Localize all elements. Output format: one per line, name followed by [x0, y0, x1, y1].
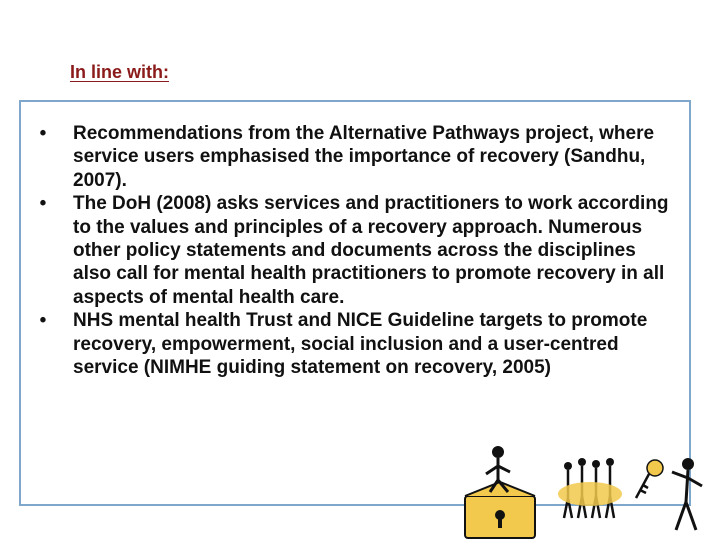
bullet-item: [21, 122, 693, 192]
slide-title: In line with:: [70, 62, 169, 82]
bullet-text: Recommendations from the Alternative Pathways project, where service users emphasised the importance of recovery (Sandhu, 2007).: [73, 123, 655, 191]
standing-figure-icon: [672, 458, 702, 530]
recovery-clipart: [440, 438, 720, 540]
bullet-text: The DoH (2008) asks services and practitioners to work according to the values and principles of a recovery approach. Numerous other policy statements and documents across the disciplines also call for mental health practitioners to promote recovery in all aspects of mental health care.: [73, 193, 669, 308]
bullet-item: [21, 309, 693, 379]
bullet-marker: •: [39, 123, 47, 144]
bullet-marker: •: [39, 193, 47, 215]
bullet-text: NHS mental health Trust and NICE Guideline targets to promote recovery, empowerment, social inclusion and a user-centred service (NIMHE guiding statement on recovery, 2005): [73, 310, 648, 379]
padlock-box-icon: [465, 482, 535, 538]
bullet-item: [21, 192, 693, 309]
bullet-marker: •: [39, 310, 47, 332]
bullet-list: [21, 122, 693, 379]
